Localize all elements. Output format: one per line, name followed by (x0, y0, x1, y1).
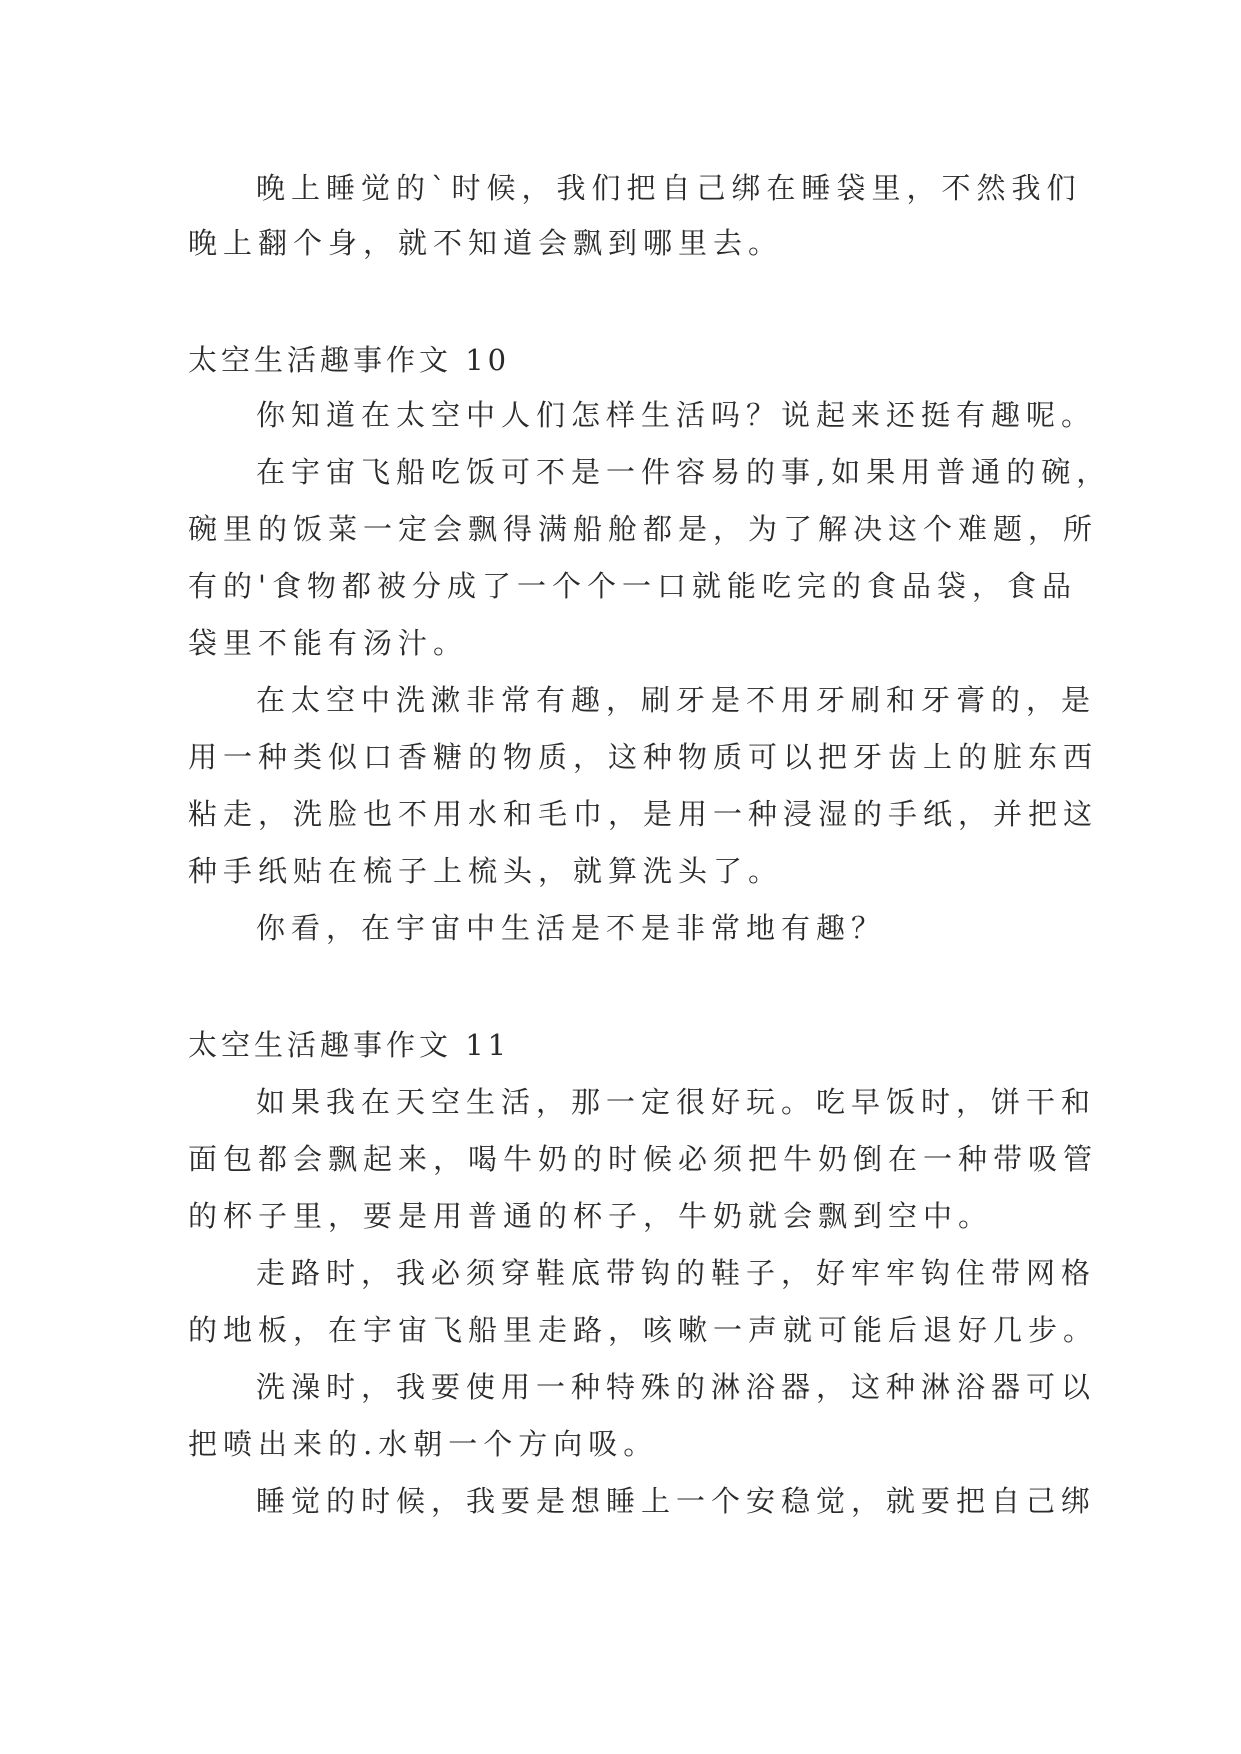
paragraph-line: 如果我在天空生活，那一定很好玩。吃早饭时，饼干和 (256, 1085, 1097, 1119)
section-heading: 太空生活趣事作文 11 (188, 1028, 511, 1062)
paragraph-line: 你知道在太空中人们怎样生活吗？说起来还挺有趣呢。 (256, 398, 1097, 432)
paragraph-line: 晚上翻个身，就不知道会飘到哪里去。 (188, 226, 784, 260)
paragraph-line: 睡觉的时候，我要是想睡上一个安稳觉，就要把自己绑 (256, 1484, 1097, 1518)
paragraph-line: 在太空中洗漱非常有趣，刷牙是不用牙刷和牙膏的，是 (256, 683, 1097, 717)
paragraph-line: 的地板，在宇宙飞船里走路，咳嗽一声就可能后退好几步。 (188, 1313, 1099, 1347)
paragraph-line: 碗里的饭菜一定会飘得满船舱都是，为了解决这个难题，所 (188, 512, 1099, 546)
paragraph-line: 洗澡时，我要使用一种特殊的淋浴器，这种淋浴器可以 (256, 1370, 1097, 1404)
paragraph-line: 袋里不能有汤汁。 (188, 626, 469, 660)
paragraph-line: 晚上睡觉的`时候，我们把自己绑在睡袋里，不然我们 (256, 171, 1082, 205)
paragraph-line: 种手纸贴在梳子上梳头，就算洗头了。 (188, 854, 784, 888)
paragraph-line: 有的'食物都被分成了一个个一口就能吃完的食品袋，食品 (188, 569, 1077, 603)
paragraph-line: 面包都会飘起来，喝牛奶的时候必须把牛奶倒在一种带吸管 (188, 1142, 1099, 1176)
section-heading: 太空生活趣事作文 10 (188, 343, 511, 377)
paragraph-line: 在宇宙飞船吃饭可不是一件容易的事,如果用普通的碗， (256, 455, 1112, 489)
paragraph-line: 把喷出来的.水朝一个方向吸。 (188, 1427, 659, 1461)
paragraph-line: 粘走，洗脸也不用水和毛巾，是用一种浸湿的手纸，并把这 (188, 797, 1099, 831)
paragraph-line: 的杯子里，要是用普通的杯子，牛奶就会飘到空中。 (188, 1199, 994, 1233)
paragraph-line: 走路时，我必须穿鞋底带钩的鞋子，好牢牢钩住带网格 (256, 1256, 1097, 1290)
paragraph-line: 用一种类似口香糖的物质，这种物质可以把牙齿上的脏东西 (188, 740, 1099, 774)
paragraph-line: 你看，在宇宙中生活是不是非常地有趣？ (256, 911, 887, 945)
